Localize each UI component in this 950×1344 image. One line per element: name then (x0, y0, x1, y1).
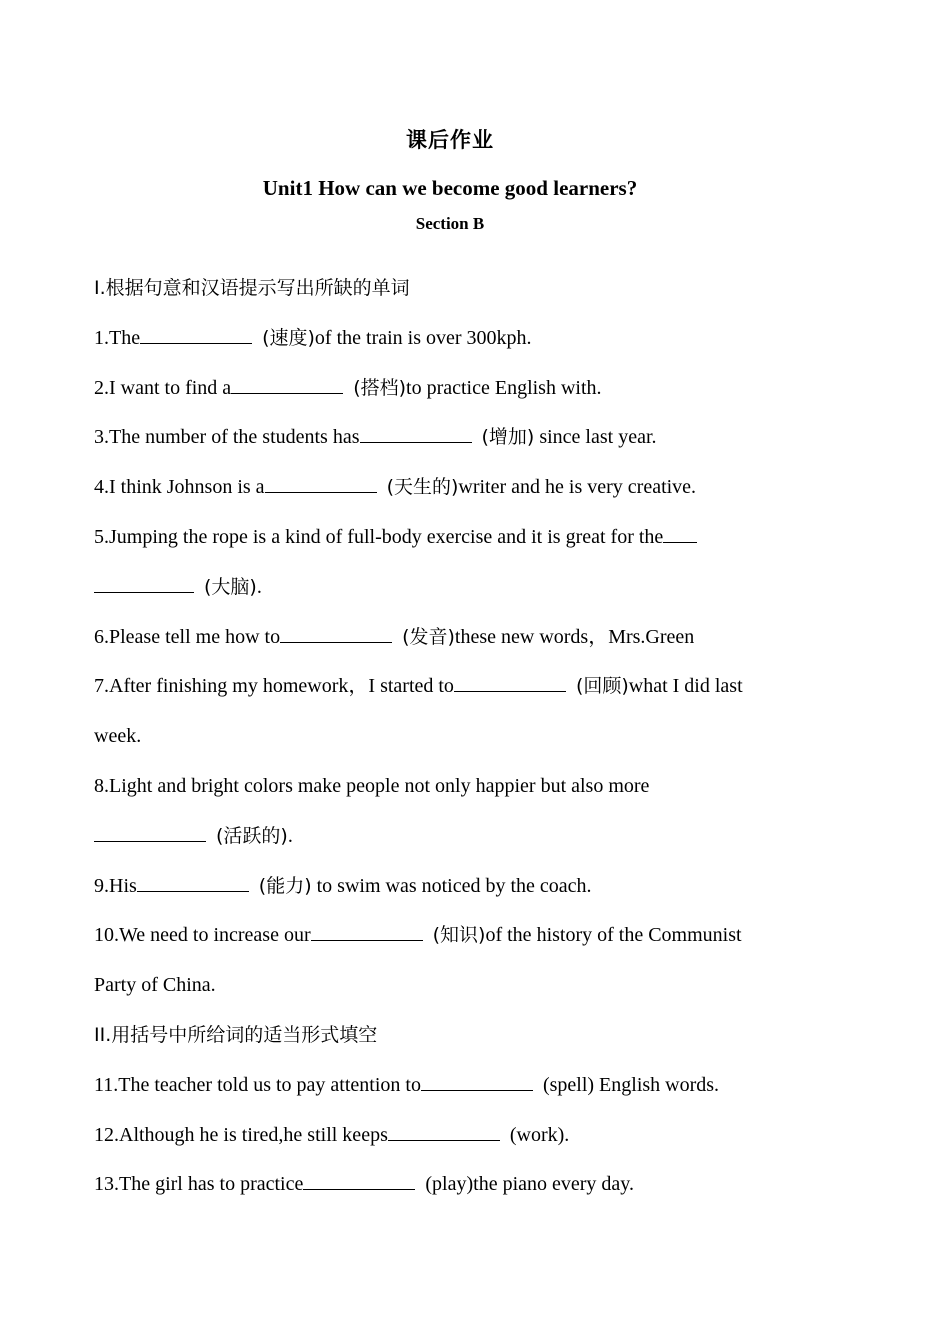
question-5: 5.Jumping the rope is a kind of full-body exercise and it is great for the (94, 513, 824, 563)
question-13: 13.The girl has to practice (play)the piano every day. (94, 1173, 634, 1196)
title-section: Section B (415, 214, 485, 233)
question-8-cont: (活跃的). (94, 812, 824, 862)
answer-blank-5b[interactable] (94, 574, 194, 593)
question-6: 6.Please tell me how to (发音)these new words，Mrs.Green (94, 625, 695, 648)
question-5-cont: (大脑). (94, 563, 824, 613)
question-7: 7.After finishing my homework，I started to (回顾)what I did last (94, 675, 743, 698)
answer-blank-11[interactable] (421, 1072, 533, 1091)
answer-blank-12[interactable] (388, 1122, 500, 1141)
question-7-cont: week. (94, 725, 142, 748)
answer-blank-6[interactable] (280, 624, 392, 643)
part1-heading: I.根据句意和汉语提示写出所缺的单词 (94, 277, 410, 299)
question-4: 4.I think Johnson is a (天生的)writer and he is very creative. (94, 476, 697, 499)
exercise-content (94, 264, 824, 1210)
answer-blank-5a[interactable] (663, 524, 697, 543)
answer-blank-4[interactable] (265, 474, 377, 493)
question-12: 12.Although he is tired,he still keeps (work). (94, 1123, 570, 1146)
question-10: 10.We need to increase our (知识)of the history of the Communist (94, 924, 742, 947)
answer-blank-10[interactable] (311, 922, 423, 941)
question-11: 11.The teacher told us to pay attention to (spell) English words. (94, 1073, 720, 1096)
question-3: 3.The number of the students has (增加) since last year. (94, 426, 657, 449)
question-8: 8.Light and bright colors make people not only happier but also more (94, 774, 650, 797)
answer-blank-9[interactable] (137, 873, 249, 892)
title-chinese: 课后作业 (406, 128, 494, 152)
answer-blank-1[interactable] (140, 325, 252, 344)
answer-blank-13[interactable] (303, 1171, 415, 1190)
question-10-cont: Party of China. (94, 974, 216, 997)
answer-blank-2[interactable] (231, 375, 343, 394)
title-unit: Unit1 How can we become good learners? (262, 176, 638, 200)
answer-blank-7[interactable] (454, 673, 566, 692)
answer-blank-3[interactable] (360, 424, 472, 443)
question-9: 9.His (能力) to swim was noticed by the coach. (94, 874, 592, 897)
question-2: 2.I want to find a (搭档)to practice English with. (94, 376, 602, 399)
part2-heading: II.用括号中所给词的适当形式填空 (94, 1023, 378, 1046)
answer-blank-8[interactable] (94, 823, 206, 842)
question-1: 1.The (速度)of the train is over 300kph. (94, 326, 532, 349)
